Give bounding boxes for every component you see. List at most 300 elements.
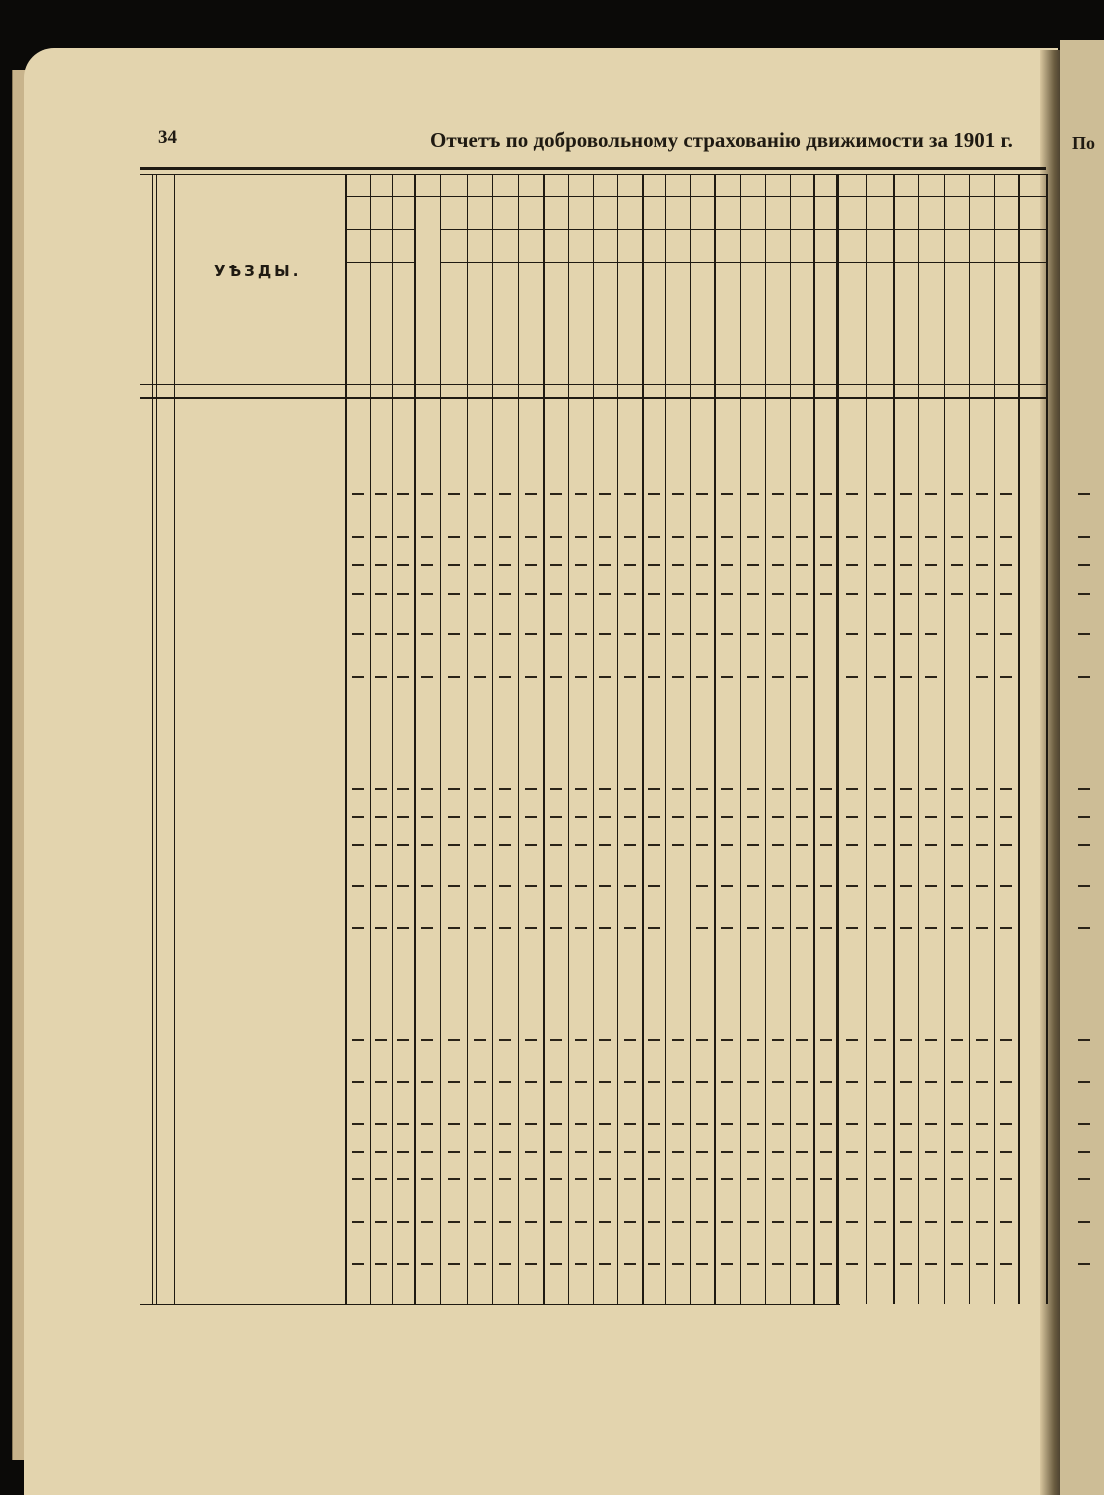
cell-dash bbox=[747, 1081, 759, 1083]
cell-dash bbox=[448, 927, 460, 929]
cell-dash bbox=[624, 788, 636, 790]
cell-dash bbox=[900, 885, 912, 887]
column-rule bbox=[492, 174, 493, 1304]
cell-dash bbox=[1078, 1221, 1090, 1223]
cell-dash bbox=[925, 844, 937, 846]
cell-dash bbox=[499, 1081, 511, 1083]
cell-dash bbox=[820, 1151, 832, 1153]
cell-dash bbox=[796, 1081, 808, 1083]
cell-dash bbox=[772, 564, 784, 566]
cell-dash bbox=[525, 1221, 537, 1223]
cell-dash bbox=[672, 1123, 684, 1125]
cell-dash bbox=[900, 1039, 912, 1041]
cell-dash bbox=[696, 885, 708, 887]
cell-dash bbox=[721, 593, 733, 595]
cell-dash bbox=[499, 1221, 511, 1223]
cell-dash bbox=[951, 788, 963, 790]
column-header-54 bbox=[545, 268, 566, 380]
cell-dash bbox=[421, 633, 433, 635]
cell-dash bbox=[624, 1123, 636, 1125]
column-rule bbox=[440, 174, 441, 1304]
cell-dash bbox=[696, 1081, 708, 1083]
cell-dash bbox=[672, 564, 684, 566]
cell-dash bbox=[599, 885, 611, 887]
cell-dash bbox=[375, 844, 387, 846]
cell-dash bbox=[1000, 493, 1012, 495]
cell-dash bbox=[375, 564, 387, 566]
group-torgovykh-rule bbox=[568, 229, 665, 230]
cell-dash bbox=[599, 536, 611, 538]
cell-dash bbox=[599, 493, 611, 495]
cell-dash bbox=[352, 676, 364, 678]
cell-dash bbox=[575, 1081, 587, 1083]
cell-dash bbox=[375, 1081, 387, 1083]
cell-dash bbox=[1000, 788, 1012, 790]
cell-dash bbox=[976, 927, 988, 929]
cell-dash bbox=[925, 564, 937, 566]
cell-dash bbox=[874, 1123, 886, 1125]
cell-dash bbox=[474, 1081, 486, 1083]
cell-dash bbox=[696, 1178, 708, 1180]
cell-dash bbox=[672, 1081, 684, 1083]
cell-dash bbox=[375, 1123, 387, 1125]
cell-dash bbox=[951, 493, 963, 495]
cell-dash bbox=[846, 676, 858, 678]
cell-dash bbox=[820, 1123, 832, 1125]
cell-dash bbox=[421, 816, 433, 818]
cell-dash bbox=[820, 1178, 832, 1180]
group-rigakh-rule bbox=[665, 229, 740, 230]
cell-dash bbox=[525, 885, 537, 887]
group-kholodnykh-sub-rule bbox=[440, 262, 568, 263]
column-rule bbox=[969, 174, 970, 1304]
cell-dash bbox=[820, 844, 832, 846]
cell-dash bbox=[599, 676, 611, 678]
column-header-63 bbox=[767, 268, 788, 380]
column-rule bbox=[370, 174, 371, 1304]
cell-dash bbox=[747, 536, 759, 538]
cell-dash bbox=[525, 536, 537, 538]
cell-dash bbox=[525, 493, 537, 495]
facing-page bbox=[1060, 40, 1104, 1495]
cell-dash bbox=[1078, 633, 1090, 635]
cell-dash bbox=[772, 593, 784, 595]
cell-dash bbox=[976, 1221, 988, 1223]
cell-dash bbox=[721, 885, 733, 887]
column-rule bbox=[617, 174, 618, 1304]
cell-dash bbox=[474, 1221, 486, 1223]
cell-dash bbox=[397, 1039, 409, 1041]
cell-dash bbox=[1000, 593, 1012, 595]
cell-dash bbox=[846, 564, 858, 566]
cell-dash bbox=[976, 1178, 988, 1180]
cell-dash bbox=[375, 1178, 387, 1180]
cell-dash bbox=[976, 1151, 988, 1153]
cell-dash bbox=[820, 1081, 832, 1083]
cell-dash bbox=[648, 564, 660, 566]
cell-dash bbox=[575, 593, 587, 595]
cell-dash bbox=[397, 1178, 409, 1180]
cell-dash bbox=[747, 927, 759, 929]
cell-dash bbox=[672, 1151, 684, 1153]
cell-dash bbox=[624, 1263, 636, 1265]
group-kholodnykh-2-sub-rule bbox=[918, 262, 1046, 263]
column-rule bbox=[392, 174, 393, 1304]
cell-dash bbox=[796, 564, 808, 566]
cell-dash bbox=[820, 1221, 832, 1223]
cell-dash bbox=[1000, 844, 1012, 846]
column-header-72 bbox=[996, 268, 1016, 380]
cell-dash bbox=[796, 927, 808, 929]
cell-dash bbox=[448, 788, 460, 790]
cell-dash bbox=[474, 564, 486, 566]
cell-dash bbox=[846, 1151, 858, 1153]
cell-dash bbox=[648, 1039, 660, 1041]
cell-dash bbox=[448, 1221, 460, 1223]
cell-dash bbox=[1078, 1039, 1090, 1041]
cell-dash bbox=[747, 633, 759, 635]
literal-header bbox=[157, 270, 173, 380]
cell-dash bbox=[397, 816, 409, 818]
cell-dash bbox=[397, 493, 409, 495]
cell-dash bbox=[900, 493, 912, 495]
cell-dash bbox=[846, 493, 858, 495]
cell-dash bbox=[796, 1221, 808, 1223]
cell-dash bbox=[1000, 927, 1012, 929]
group-rigakh-sub-rule bbox=[665, 262, 740, 263]
cell-dash bbox=[796, 1039, 808, 1041]
cell-dash bbox=[925, 1039, 937, 1041]
cell-dash bbox=[352, 1221, 364, 1223]
cell-dash bbox=[874, 788, 886, 790]
cell-dash bbox=[375, 885, 387, 887]
column-header-52 bbox=[494, 268, 516, 380]
column-header-53 bbox=[520, 268, 541, 380]
cell-dash bbox=[421, 593, 433, 595]
cell-dash bbox=[375, 1221, 387, 1223]
column-rule bbox=[467, 174, 468, 1304]
cell-dash bbox=[375, 633, 387, 635]
document-page bbox=[24, 48, 1058, 1495]
cell-dash bbox=[747, 816, 759, 818]
column-header-65 bbox=[815, 268, 836, 380]
cell-dash bbox=[874, 844, 886, 846]
cell-dash bbox=[1000, 1221, 1012, 1223]
cell-dash bbox=[575, 633, 587, 635]
cell-dash bbox=[900, 844, 912, 846]
cell-dash bbox=[976, 633, 988, 635]
cell-dash bbox=[846, 1221, 858, 1223]
cell-dash bbox=[499, 1151, 511, 1153]
cell-dash bbox=[951, 885, 963, 887]
cell-dash bbox=[550, 564, 562, 566]
cell-dash bbox=[976, 593, 988, 595]
cell-dash bbox=[375, 1151, 387, 1153]
cell-dash bbox=[499, 1178, 511, 1180]
cell-dash bbox=[624, 816, 636, 818]
cell-dash bbox=[648, 844, 660, 846]
cell-dash bbox=[976, 493, 988, 495]
cell-dash bbox=[846, 593, 858, 595]
cell-dash bbox=[796, 1123, 808, 1125]
cell-dash bbox=[448, 1151, 460, 1153]
cell-dash bbox=[421, 1178, 433, 1180]
cell-dash bbox=[820, 1263, 832, 1265]
cell-dash bbox=[525, 564, 537, 566]
cell-dash bbox=[721, 536, 733, 538]
cell-dash bbox=[648, 1221, 660, 1223]
cell-dash bbox=[550, 927, 562, 929]
cell-dash bbox=[397, 1081, 409, 1083]
cell-dash bbox=[672, 844, 684, 846]
cell-dash bbox=[900, 676, 912, 678]
cell-dash bbox=[874, 593, 886, 595]
cell-dash bbox=[796, 493, 808, 495]
cell-dash bbox=[1078, 564, 1090, 566]
cell-dash bbox=[550, 633, 562, 635]
cell-dash bbox=[772, 1151, 784, 1153]
cell-dash bbox=[820, 788, 832, 790]
cell-dash bbox=[421, 885, 433, 887]
cell-dash bbox=[599, 927, 611, 929]
cell-dash bbox=[772, 493, 784, 495]
cell-dash bbox=[525, 1178, 537, 1180]
cell-dash bbox=[375, 536, 387, 538]
cell-dash bbox=[599, 1081, 611, 1083]
cell-dash bbox=[1078, 1178, 1090, 1180]
cell-dash bbox=[499, 1123, 511, 1125]
cell-dash bbox=[951, 927, 963, 929]
cell-dash bbox=[820, 927, 832, 929]
cell-dash bbox=[900, 816, 912, 818]
cell-dash bbox=[772, 1039, 784, 1041]
group-kholodnykh-2-rule bbox=[918, 229, 1046, 230]
cell-dash bbox=[747, 788, 759, 790]
cell-dash bbox=[599, 633, 611, 635]
group-zhilykh-sub-rule bbox=[345, 262, 414, 263]
cell-dash bbox=[648, 788, 660, 790]
cell-dash bbox=[499, 593, 511, 595]
cell-dash bbox=[352, 844, 364, 846]
cell-dash bbox=[951, 536, 963, 538]
column-header-51 bbox=[469, 268, 490, 380]
cell-dash bbox=[599, 1263, 611, 1265]
title-rule bbox=[140, 167, 1046, 170]
cell-dash bbox=[375, 676, 387, 678]
column-rule bbox=[994, 174, 995, 1304]
cell-dash bbox=[820, 493, 832, 495]
column-rule bbox=[866, 174, 867, 1304]
group-zhilykh-2-rule bbox=[838, 229, 918, 230]
cell-dash bbox=[525, 676, 537, 678]
cell-dash bbox=[820, 885, 832, 887]
cell-dash bbox=[721, 1123, 733, 1125]
cell-dash bbox=[721, 1221, 733, 1223]
cell-dash bbox=[925, 676, 937, 678]
cell-dash bbox=[772, 844, 784, 846]
cell-dash bbox=[474, 1123, 486, 1125]
cell-dash bbox=[421, 927, 433, 929]
cell-dash bbox=[448, 1039, 460, 1041]
cell-dash bbox=[474, 816, 486, 818]
cell-dash bbox=[575, 493, 587, 495]
cell-dash bbox=[624, 593, 636, 595]
cell-dash bbox=[525, 1123, 537, 1125]
cell-dash bbox=[976, 1039, 988, 1041]
cell-dash bbox=[352, 493, 364, 495]
cell-dash bbox=[721, 676, 733, 678]
cell-dash bbox=[721, 564, 733, 566]
cell-dash bbox=[846, 788, 858, 790]
cell-dash bbox=[696, 564, 708, 566]
cell-dash bbox=[772, 676, 784, 678]
column-rule bbox=[918, 174, 919, 1304]
cell-dash bbox=[696, 1151, 708, 1153]
cell-dash bbox=[397, 1263, 409, 1265]
cell-dash bbox=[624, 676, 636, 678]
cell-dash bbox=[874, 885, 886, 887]
cell-dash bbox=[421, 1081, 433, 1083]
cell-dash bbox=[499, 1263, 511, 1265]
cell-dash bbox=[474, 1178, 486, 1180]
cell-dash bbox=[474, 676, 486, 678]
column-header-70 bbox=[946, 268, 967, 380]
cell-dash bbox=[525, 593, 537, 595]
cell-dash bbox=[575, 1221, 587, 1223]
cell-dash bbox=[747, 1039, 759, 1041]
cell-dash bbox=[747, 844, 759, 846]
cell-dash bbox=[1078, 536, 1090, 538]
cell-dash bbox=[352, 788, 364, 790]
cell-dash bbox=[796, 844, 808, 846]
cell-dash bbox=[499, 676, 511, 678]
cell-dash bbox=[747, 1123, 759, 1125]
cell-dash bbox=[951, 1123, 963, 1125]
page-title: Отчетъ по добровольному страхованію движимости за 1901 г. bbox=[430, 128, 1013, 152]
cell-dash bbox=[550, 788, 562, 790]
cell-dash bbox=[352, 1081, 364, 1083]
cell-dash bbox=[421, 493, 433, 495]
cell-dash bbox=[874, 536, 886, 538]
cell-dash bbox=[796, 536, 808, 538]
cell-dash bbox=[499, 844, 511, 846]
cell-dash bbox=[624, 1039, 636, 1041]
cell-dash bbox=[599, 816, 611, 818]
cell-dash bbox=[951, 1039, 963, 1041]
cell-dash bbox=[648, 1081, 660, 1083]
cell-dash bbox=[375, 788, 387, 790]
cell-dash bbox=[1000, 1178, 1012, 1180]
cell-dash bbox=[1000, 676, 1012, 678]
cell-dash bbox=[474, 788, 486, 790]
cell-dash bbox=[448, 593, 460, 595]
cell-dash bbox=[550, 844, 562, 846]
cell-dash bbox=[772, 816, 784, 818]
cell-dash bbox=[448, 885, 460, 887]
cell-dash bbox=[499, 493, 511, 495]
column-rule bbox=[1046, 174, 1048, 1304]
cell-dash bbox=[550, 493, 562, 495]
cell-dash bbox=[648, 1123, 660, 1125]
cell-dash bbox=[1000, 816, 1012, 818]
cell-dash bbox=[772, 788, 784, 790]
cell-dash bbox=[375, 1263, 387, 1265]
cell-dash bbox=[696, 593, 708, 595]
cell-dash bbox=[474, 536, 486, 538]
cell-dash bbox=[796, 1263, 808, 1265]
cell-dash bbox=[575, 536, 587, 538]
cell-dash bbox=[1078, 1263, 1090, 1265]
cell-dash bbox=[925, 1221, 937, 1223]
cell-dash bbox=[925, 593, 937, 595]
cell-dash bbox=[525, 1039, 537, 1041]
cell-dash bbox=[900, 1178, 912, 1180]
cell-dash bbox=[976, 1263, 988, 1265]
cell-dash bbox=[499, 564, 511, 566]
cell-dash bbox=[648, 676, 660, 678]
cell-dash bbox=[696, 633, 708, 635]
cell-dash bbox=[1000, 633, 1012, 635]
cell-dash bbox=[1078, 788, 1090, 790]
cell-dash bbox=[900, 633, 912, 635]
cell-dash bbox=[474, 1263, 486, 1265]
cell-dash bbox=[900, 564, 912, 566]
cell-dash bbox=[1078, 1081, 1090, 1083]
cell-dash bbox=[421, 1263, 433, 1265]
cell-dash bbox=[721, 1151, 733, 1153]
cell-dash bbox=[375, 816, 387, 818]
cell-dash bbox=[900, 788, 912, 790]
cell-dash bbox=[575, 816, 587, 818]
cell-dash bbox=[352, 536, 364, 538]
cell-dash bbox=[772, 536, 784, 538]
cell-dash bbox=[499, 633, 511, 635]
cell-dash bbox=[672, 633, 684, 635]
cell-dash bbox=[925, 493, 937, 495]
cell-dash bbox=[448, 676, 460, 678]
cell-dash bbox=[976, 885, 988, 887]
cell-dash bbox=[951, 1221, 963, 1223]
cell-dash bbox=[550, 1178, 562, 1180]
cell-dash bbox=[624, 1221, 636, 1223]
cell-dash bbox=[352, 885, 364, 887]
cell-dash bbox=[421, 536, 433, 538]
column-header-71 bbox=[971, 268, 992, 380]
cell-dash bbox=[672, 788, 684, 790]
column-rule bbox=[593, 174, 594, 1304]
cell-dash bbox=[448, 564, 460, 566]
cell-dash bbox=[721, 1178, 733, 1180]
cell-dash bbox=[796, 1151, 808, 1153]
cell-dash bbox=[575, 1178, 587, 1180]
cell-dash bbox=[846, 816, 858, 818]
cell-dash bbox=[575, 1263, 587, 1265]
cell-dash bbox=[696, 1263, 708, 1265]
cell-dash bbox=[696, 1123, 708, 1125]
cell-dash bbox=[721, 1263, 733, 1265]
cell-dash bbox=[796, 676, 808, 678]
cell-dash bbox=[550, 1039, 562, 1041]
cell-dash bbox=[747, 564, 759, 566]
cell-dash bbox=[1000, 1039, 1012, 1041]
cell-dash bbox=[624, 885, 636, 887]
cell-dash bbox=[672, 1263, 684, 1265]
cell-dash bbox=[846, 844, 858, 846]
cell-dash bbox=[575, 676, 587, 678]
cell-dash bbox=[624, 536, 636, 538]
cell-dash bbox=[575, 927, 587, 929]
cell-dash bbox=[925, 816, 937, 818]
